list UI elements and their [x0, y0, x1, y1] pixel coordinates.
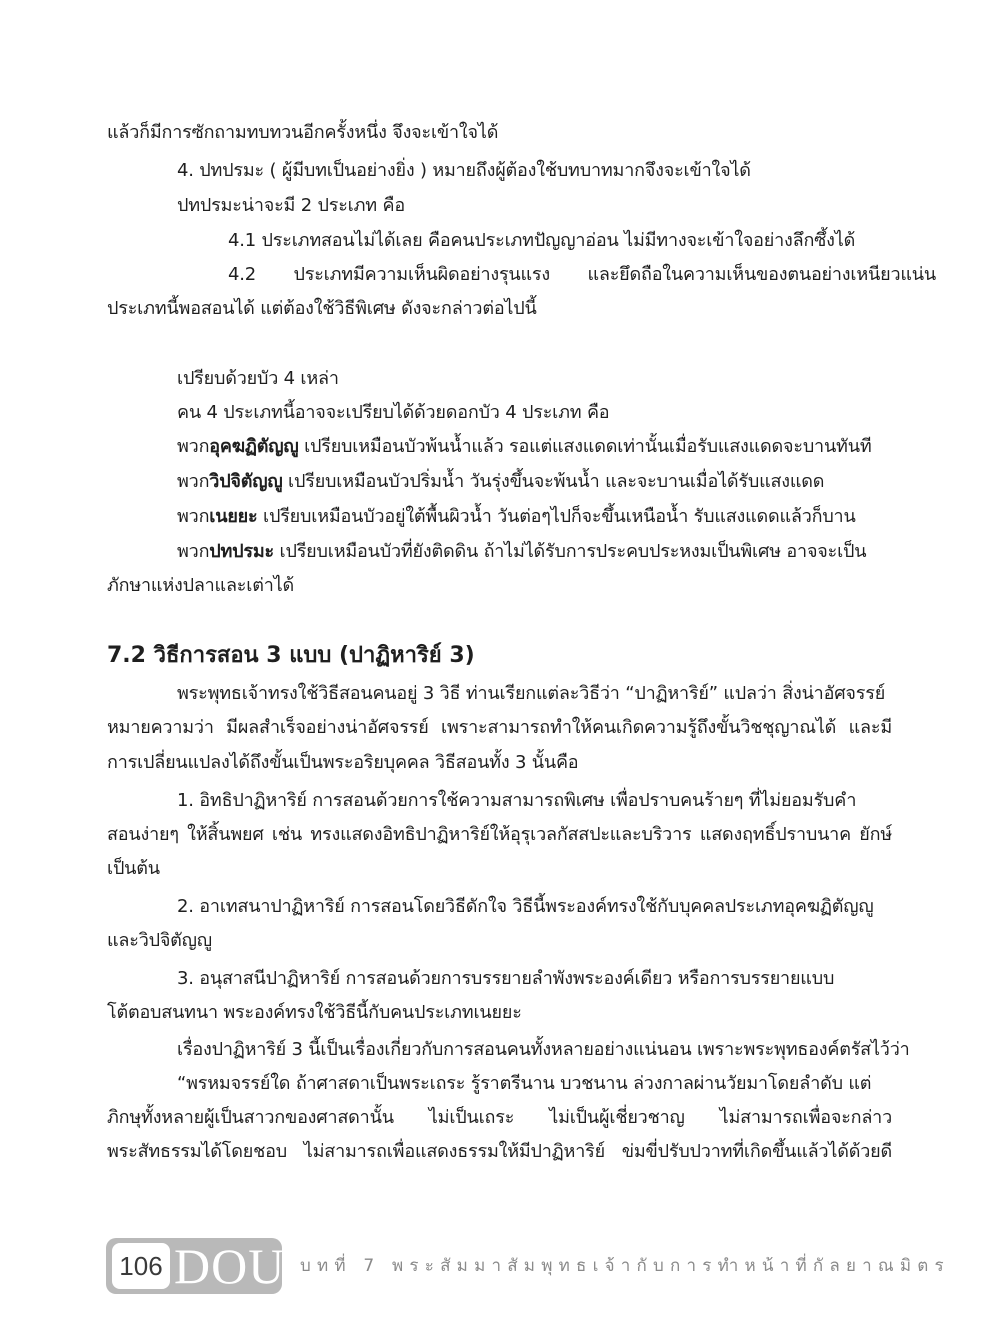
paragraph-line: ประเภทนี้พอสอนได้ แต่ต้องใช้วิธีพิเศษ ดังจะกล่าวต่อไปนี้ — [107, 298, 537, 319]
paragraph-line: “พรหมจรรย์ใด ถ้าศาสดาเป็นพระเถระ รู้ราตรีนาน บวชนาน ล่วงกาลผ่านวัยมาโดยลำดับ แต่ — [177, 1073, 872, 1094]
paragraph-line: 4.1 ประเภทสอนไม่ได้เลย คือคนประเภทปัญญาอ่อน ไม่มีทางจะเข้าใจอย่างลึกซึ้งได้ — [228, 230, 856, 251]
description: เปรียบเหมือนบัวที่ยังติดดิน ถ้าไม่ได้รับการประคบประหงมเป็นพิเศษ อาจจะเป็น — [274, 541, 867, 562]
paragraph-line: 1. อิทธิปาฏิหาริย์ การสอนด้วยการใช้ความสามารถพิเศษ เพื่อปราบคนร้ายๆ ที่ไม่ยอมรับคำ — [177, 790, 857, 811]
lotus-type-line — [177, 467, 824, 497]
prefix: พวก — [177, 506, 210, 527]
term-bold: วิปจิตัญญู — [209, 471, 283, 492]
paragraph-line: และวิปจิตัญญู — [107, 930, 212, 951]
paragraph-line: ปทปรมะน่าจะมี 2 ประเภท คือ — [177, 195, 405, 216]
paragraph-line: 2. อาเทสนาปาฏิหาริย์ การสอนโดยวิธีดักใจ วิธีนี้พระองค์ทรงใช้กับบุคคลประเภทอุคฆฏิตัญญู — [177, 896, 874, 917]
paragraph-line: การเปลี่ยนแปลงได้ถึงขั้นเป็นพระอริยบุคคล วิธีสอนทั้ง 3 นั้นคือ — [107, 752, 579, 773]
paragraph-line: หมายความว่า มีผลสำเร็จอย่างน่าอัศจรรย์ เพราะสามารถทำให้คนเกิดความรู้ถึงขั้นวิชชุญาณได้ และมี — [107, 717, 892, 738]
page-number: 106 — [112, 1243, 170, 1289]
paragraph-line: 4. ปทปรมะ ( ผู้มีบทเป็นอย่างยิ่ง ) หมายถึงผู้ต้องใช้บทบาทมากจึงจะเข้าใจได้ — [177, 160, 751, 181]
prefix: พวก — [177, 541, 210, 562]
paragraph-line: เป็นต้น — [107, 858, 160, 879]
paragraph-line: 3. อนุสาสนีปาฏิหาริย์ การสอนด้วยการบรรยายลำพังพระองค์เดียว หรือการบรรยายแบบ — [177, 968, 835, 989]
paragraph-line: เรื่องปาฏิหาริย์ 3 นี้เป็นเรื่องเกี่ยวกับการสอนคนทั้งหลายอย่างแน่นอน เพราะพระพุทธองค์ตรัสไว้ว่า — [177, 1039, 910, 1060]
paragraph-line: โต้ตอบสนทนา พระองค์ทรงใช้วิธีนี้กับคนประเภทเนยยะ — [107, 1002, 522, 1023]
paragraph-line: เปรียบด้วยบัว 4 เหล่า — [177, 368, 339, 389]
lotus-type-line — [177, 502, 856, 532]
term-bold: เนยยะ — [209, 506, 258, 527]
prefix: พวก — [177, 436, 210, 457]
paragraph-line: สอนง่ายๆ ให้สิ้นพยศ เช่น ทรงแสดงอิทธิปาฏิหาริย์ให้อุรุเวลกัสสปะและบริวาร แสดงฤทธิ์ปราบนาค ยักษ์ — [107, 824, 892, 845]
paragraph-line: 4.2 ประเภทมีความเห็นผิดอย่างรุนแรง และยึดถือในความเห็นของตนอย่างเหนียวแน่น — [228, 264, 936, 285]
prefix: พวก — [177, 471, 210, 492]
dou-logo: DOU — [174, 1238, 286, 1294]
paragraph-line: ภักษาแห่งปลาและเต่าได้ — [107, 575, 294, 596]
lotus-type-line — [177, 537, 866, 567]
paragraph-line: แล้วก็มีการซักถามทบทวนอีกครั้งหนึ่ง จึงจะเข้าใจได้ — [107, 122, 499, 143]
paragraph-line: พระสัทธรรมได้โดยชอบ ไม่สามารถเพื่อแสดงธรรมให้มีปาฏิหาริย์ ข่มขี่ปรับปวาทที่เกิดขึ้นแล้วได้ด้วยดี — [107, 1141, 892, 1162]
description: เปรียบเหมือนบัวพ้นน้ำแล้ว รอแต่แสงแดดเท่านั้นเมื่อรับแสงแดดจะบานทันที — [298, 436, 872, 457]
lotus-type-line — [177, 432, 872, 462]
term-bold: ปทปรมะ — [209, 541, 274, 562]
section-heading: 7.2 วิธีการสอน 3 แบบ (ปาฏิหาริย์ 3) — [107, 643, 475, 668]
paragraph-line: พระพุทธเจ้าทรงใช้วิธีสอนคนอยู่ 3 วิธี ท่านเรียกแต่ละวิธีว่า “ปาฏิหาริย์” แปลว่า สิ่งน่าอัศจรรย์ — [177, 683, 886, 704]
paragraph-line: คน 4 ประเภทนี้อาจจะเปรียบได้ด้วยดอกบัว 4 ประเภท คือ — [177, 402, 610, 423]
description: เปรียบเหมือนบัวอยู่ใต้พื้นผิวน้ำ วันต่อๆไปก็จะขึ้นเหนือน้ำ รับแสงแดดแล้วก็บาน — [257, 506, 856, 527]
description: เปรียบเหมือนบัวปริ่มน้ำ วันรุ่งขึ้นจะพ้นน้ำ และจะบานเมื่อได้รับแสงแดด — [282, 471, 825, 492]
paragraph-line: ภิกษุทั้งหลายผู้เป็นสาวกของศาสดานั้น ไม่เป็นเถระ ไม่เป็นผู้เชี่ยวชาญ ไม่สามารถเพื่อจะกล่าว — [107, 1107, 892, 1128]
term-bold: อุคฆฏิตัญญู — [209, 436, 299, 457]
chapter-title: บทที่ 7 พระสัมมาสัมพุทธเจ้ากับการทำหน้าที่กัลยาณมิตร — [300, 1256, 950, 1276]
